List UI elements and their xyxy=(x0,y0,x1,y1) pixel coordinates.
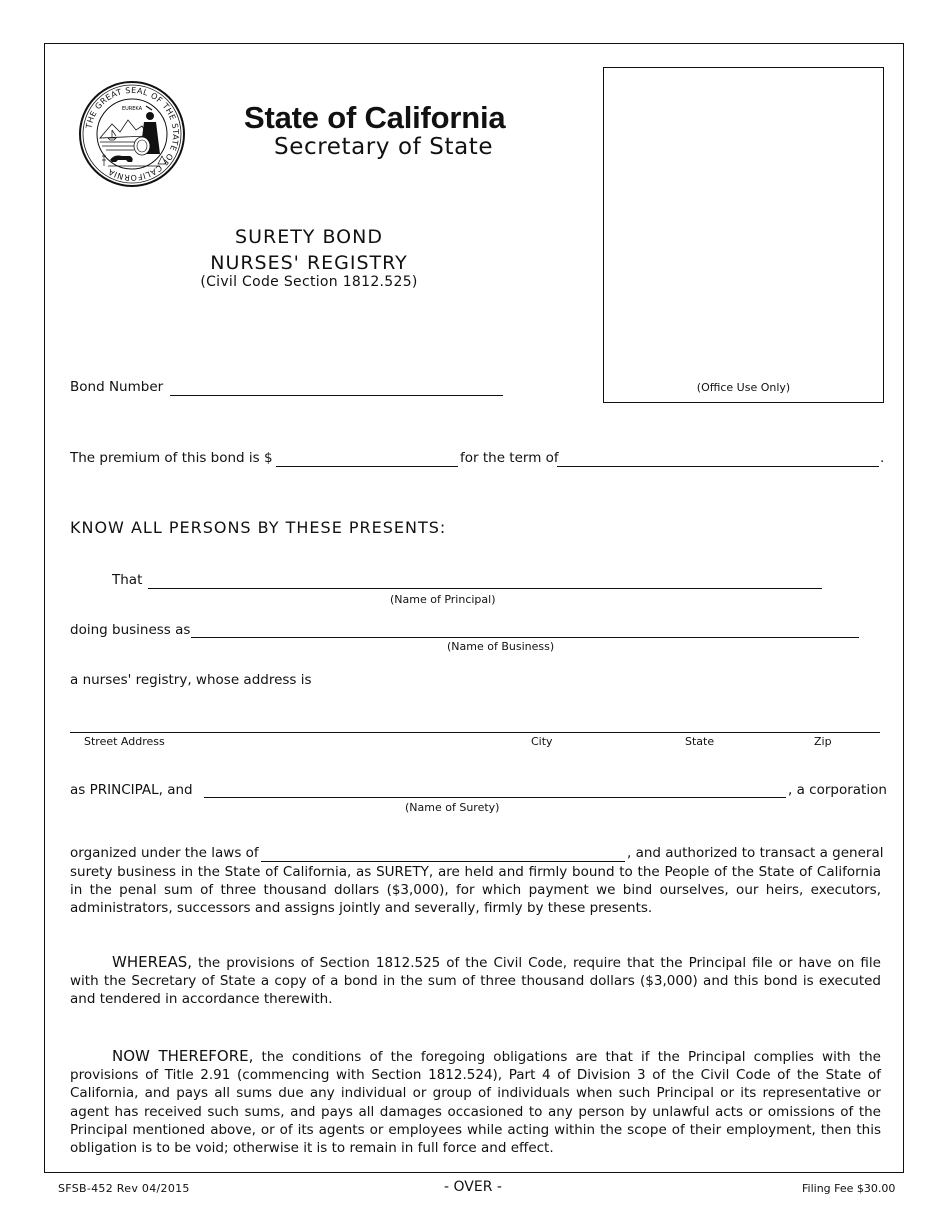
form-citation: (Civil Code Section 1812.525) xyxy=(200,274,418,290)
state-of-incorporation-field[interactable] xyxy=(261,861,625,862)
section-heading: KNOW ALL PERSONS BY THESE PRESENTS: xyxy=(70,518,447,537)
bond-number-field[interactable] xyxy=(170,395,503,396)
over-label: - OVER - xyxy=(444,1179,502,1195)
bond-number-label: Bond Number xyxy=(70,379,164,395)
address-field[interactable] xyxy=(70,732,880,733)
seal-motto: EUREKA xyxy=(121,106,143,112)
whereas-text: the provisions of Section 1812.525 of the Civil Code, require that the Principal file or have on file with the Secretary of State a copy of a bond in the sum of three thousand dollars ($3,000) and this bond is executed and tendered in accordance therewith. xyxy=(70,955,881,1008)
organized-rest: , and authorized to transact a general xyxy=(627,845,884,861)
therefore-paragraph xyxy=(70,1047,881,1157)
page-subtitle: Secretary of State xyxy=(274,134,494,160)
address-intro: a nurses' registry, whose address is xyxy=(70,672,312,688)
premium-label: The premium of this bond is $ xyxy=(70,450,273,466)
form-id: SFSB-452 Rev 04/2015 xyxy=(58,1182,190,1195)
street-caption: Street Address xyxy=(84,735,165,748)
principal-name-field[interactable] xyxy=(148,588,822,589)
surety-paragraph: surety business in the State of California, as SURETY, are held and firmly bound to the People of the State of California in the penal sum of three thousand dollars ($3,000), for which payment we bind ourselves, our heirs, executors, administrators, successors and assigns jointly and severally, firmly by these presents. xyxy=(70,864,881,917)
zip-caption: Zip xyxy=(814,735,832,748)
that-label: That xyxy=(112,572,143,588)
business-caption: (Name of Business) xyxy=(447,640,555,653)
form-title-line2: NURSES' REGISTRY xyxy=(210,252,408,274)
surety-caption: (Name of Surety) xyxy=(405,801,500,814)
city-caption: City xyxy=(531,735,553,748)
state-caption: State xyxy=(685,735,715,748)
business-name-field[interactable] xyxy=(191,637,859,638)
organized-label: organized under the laws of xyxy=(70,845,259,861)
therefore-lead: NOW THEREFORE, xyxy=(112,1047,254,1065)
principal-and-label: as PRINCIPAL, and xyxy=(70,782,193,798)
whereas-paragraph xyxy=(70,953,881,1009)
term-field[interactable] xyxy=(557,466,879,467)
form-title xyxy=(200,224,418,276)
page-title: State of California xyxy=(244,100,506,135)
principal-caption: (Name of Principal) xyxy=(390,593,496,606)
whereas-lead: WHEREAS, xyxy=(112,953,193,971)
form-title-line1: SURETY BOND xyxy=(235,226,383,248)
term-period: . xyxy=(880,450,885,466)
therefore-text: the conditions of the foregoing obligations are that if the Principal complies with the provisions of Title 2.91 (commencing with Section 1812.524), Part 4 of Division 3 of the Civil Code of the State of California, and pays all sums due any individual or group of individuals when such Principal or its representative or agent has received such sums, and pays all damages occasioned to any person by unlawful acts or omissions of the Principal mentioned above, or of its agents or employees while acting within the scope of their employment, then this obligation is to be void; otherwise it is to remain in full force and effect. xyxy=(70,1049,881,1157)
corporation-label: , a corporation xyxy=(788,782,887,798)
surety-name-field[interactable] xyxy=(204,797,786,798)
office-use-label: (Office Use Only) xyxy=(696,381,791,394)
term-label: for the term of xyxy=(460,450,559,466)
office-use-box xyxy=(603,67,884,403)
dba-label: doing business as xyxy=(70,622,191,638)
svg-text:THE GREAT SEAL OF THE STATE OF xyxy=(84,86,180,182)
state-seal-icon xyxy=(78,80,186,188)
filing-fee: Filing Fee $30.00 xyxy=(802,1182,896,1195)
premium-amount-field[interactable] xyxy=(276,466,458,467)
seal-ring-text: THE GREAT SEAL OF THE STATE OF CALIFORNIA xyxy=(84,85,181,183)
